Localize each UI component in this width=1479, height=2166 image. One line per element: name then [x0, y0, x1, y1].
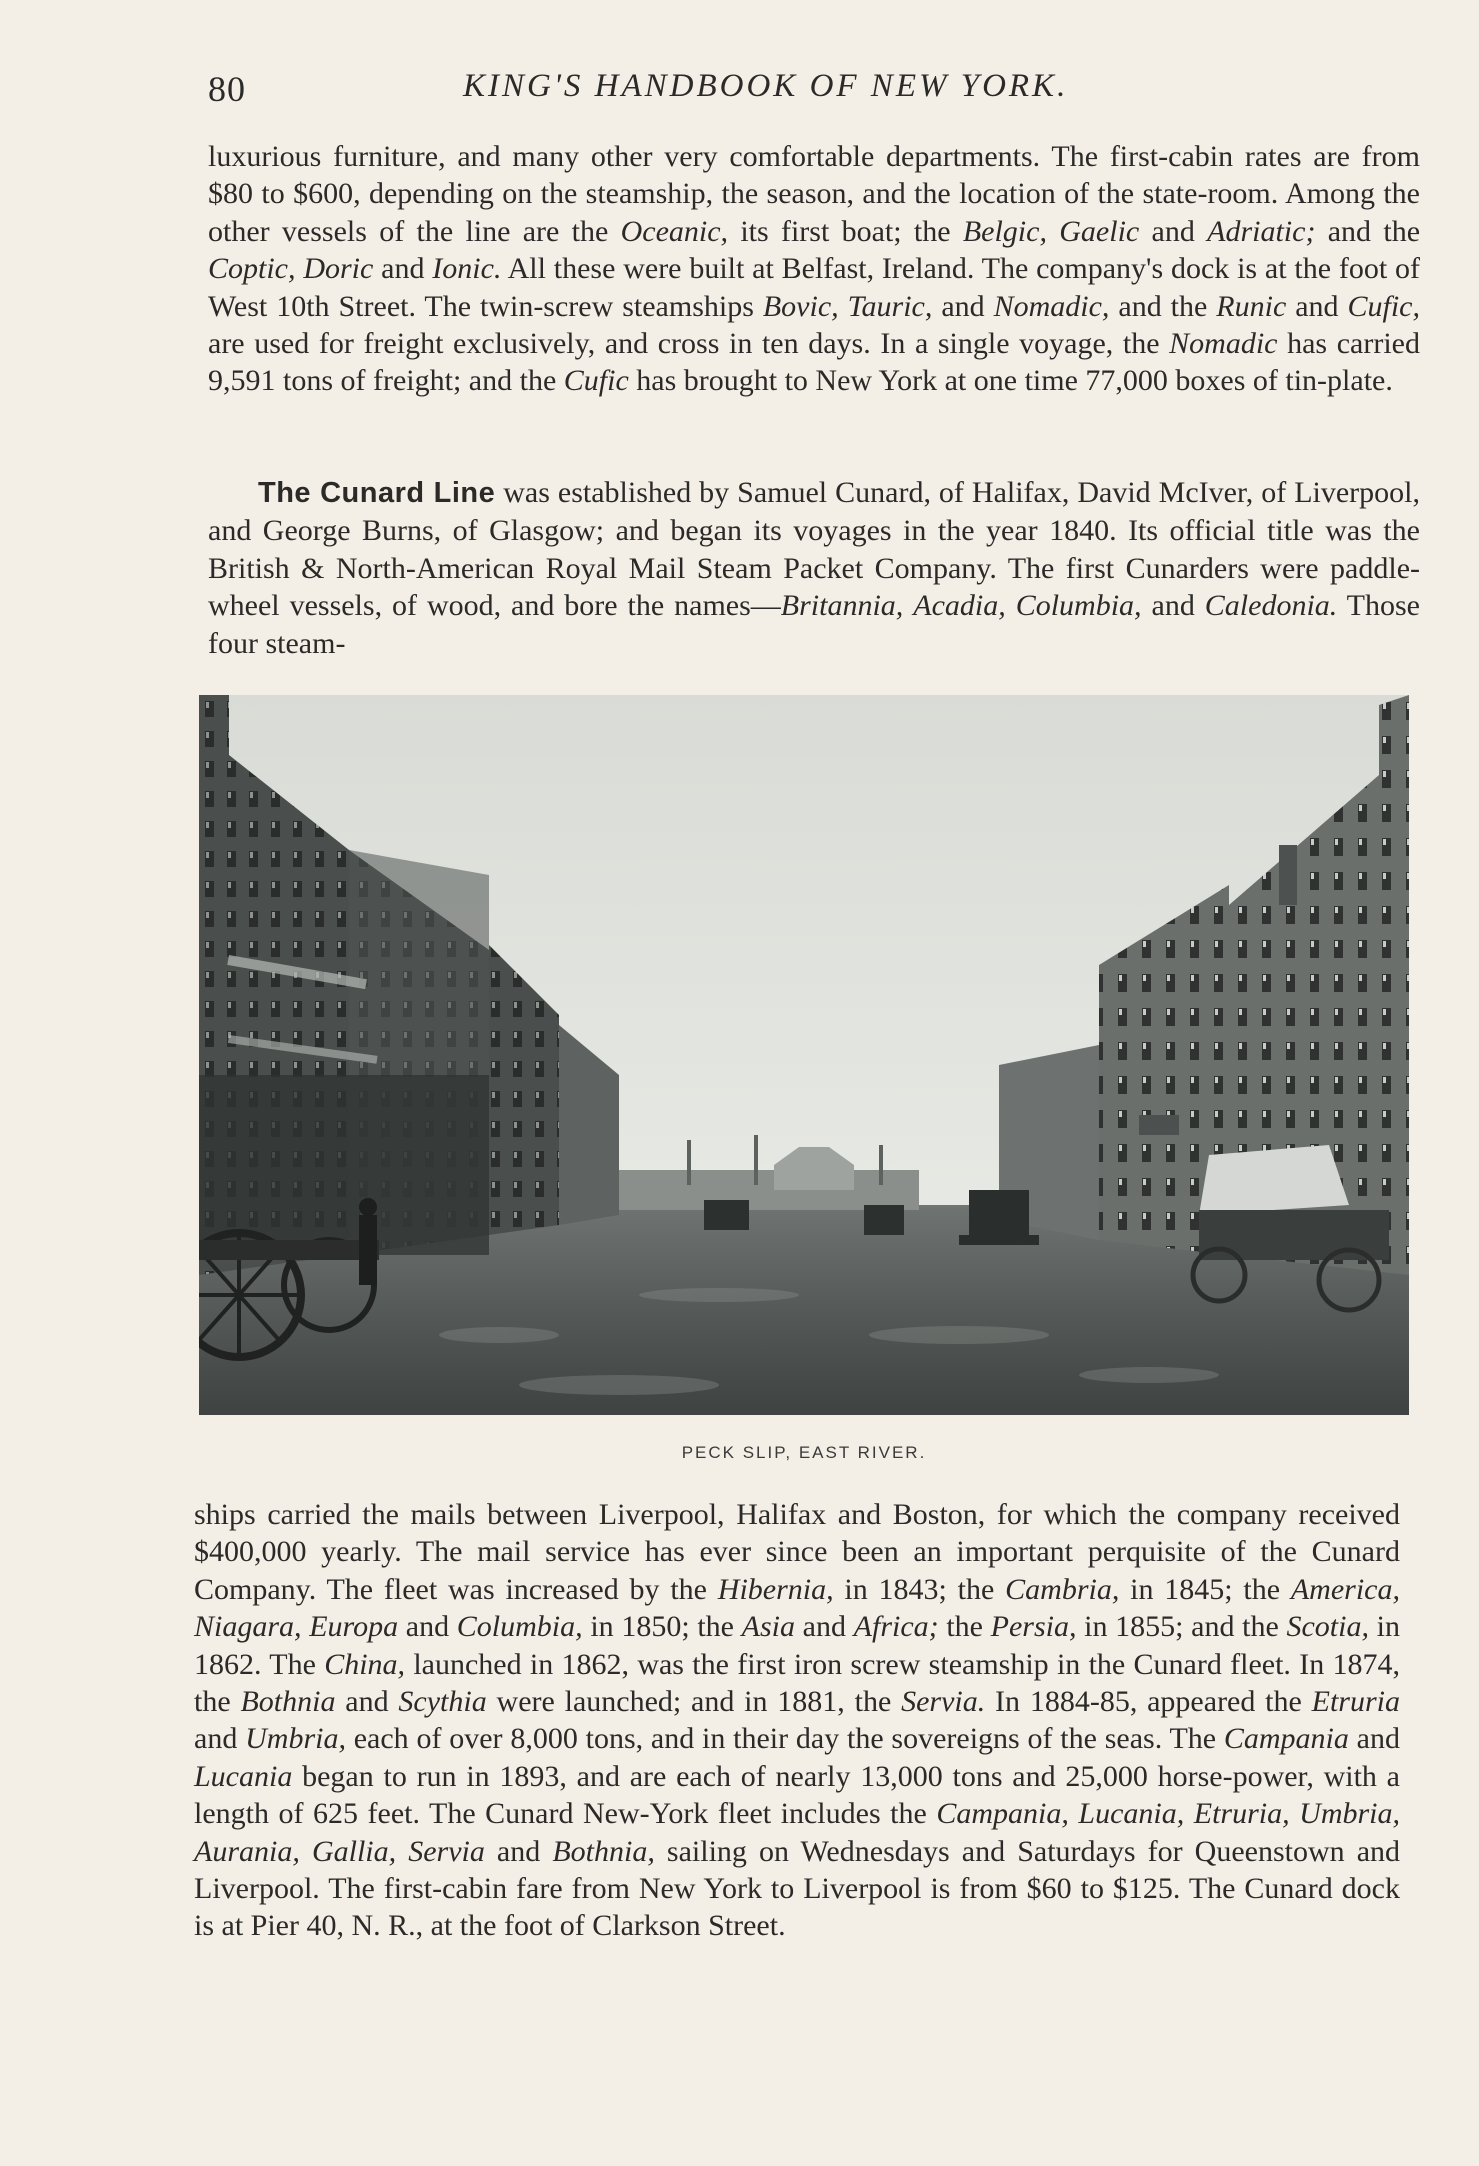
photo-illustration: [199, 695, 1409, 1415]
section-lead: The Cunard Line: [258, 477, 496, 509]
photo-peck-slip: [199, 695, 1409, 1415]
paragraph-cunard-line: The Cunard Line was established by Samuel Cunard, of Halifax, David McIver, of Liverpool, and George Burns, of Glasgow; and began its voyages in the year 1840. Its official title was the British & North-American Royal Mail Steam Packet Company. The first Cunarders were paddle-wheel vessels, of wood, and bore the names—Britannia, Acadia, Columbia, and Caledonia. Those four steam-: [208, 476, 1420, 660]
paragraph-cunard-fleet: ships carried the mails between Liverpool, Halifax and Boston, for which the company received $400,000 yearly. The mail service has ever since been an important perquisite of the Cunard Company. The fleet was increased by the Hibernia, in 1843; the Cambria, in 1845; the America, Niagara, Europa and Columbia, in 1850; the Asia and Africa; the Persia, in 1855; and the Scotia, in 1862. The China, launched in 1862, was the first iron screw steamship in the Cunard fleet. In 1874, the Bothnia and Scythia were launched; and in 1881, the Servia. In 1884-85, appeared the Etruria and Umbria, each of over 8,000 tons, and in their day the sovereigns of the seas. The Campania and Lucania began to run in 1893, and are each of nearly 13,000 tons and 25,000 horse-power, with a length of 625 feet. The Cunard New-York fleet includes the Campania, Lucania, Etruria, Umbria, Aurania, Gallia, Servia and Bothnia, sailing on Wednesdays and Saturdays for Queenstown and Liverpool. The first-cabin fare from New York to Liverpool is from $60 to $125. The Cunard dock is at Pier 40, N. R., at the foot of Clarkson Street.: [194, 1498, 1401, 1943]
running-header: [208, 68, 1428, 118]
page-number: 80: [208, 69, 246, 109]
running-title: KING'S HANDBOOK OF NEW YORK.: [463, 68, 1069, 104]
paragraph-white-star-line: luxurious furniture, and many other very comfortable departments. The first-cabin rates are from $80 to $600, depending on the steamship, the season, and the location of the state-room. Among the other vessels of the line are the Oceanic, its first boat; the Belgic, Gaelic and Adriatic; and the Coptic, Doric and Ionic. All these were built at Belfast, Ireland. The company's dock is at the foot of West 10th Street. The twin-screw steamships Bovic, Tauric, and Nomadic, and the Runic and Cufic, are used for freight exclusively, and cross in ten days. In a single voyage, the Nomadic has carried 9,591 tons of freight; and the Cufic has brought to New York at one time 77,000 boxes of tin-plate.: [208, 140, 1421, 398]
figure-caption: PECK SLIP, EAST RIVER.: [681, 1443, 927, 1462]
